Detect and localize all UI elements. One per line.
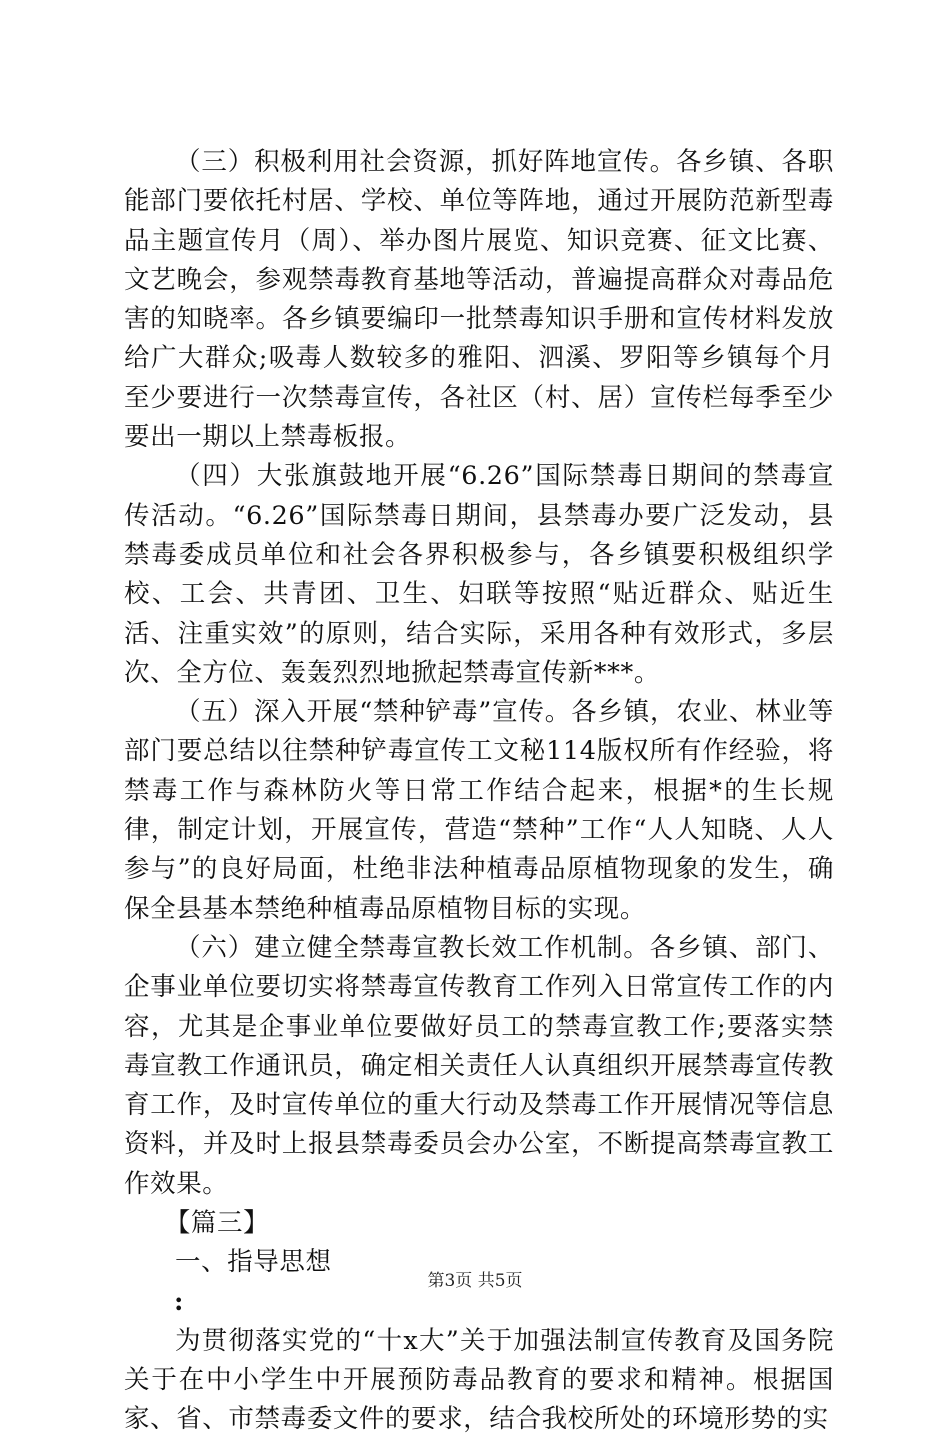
paragraph-4: （四）大张旗鼓地开展“6.26”国际禁毒日期间的禁毒宣传活动。“6.26”国际禁毒日期间，县禁毒办要广泛发动，县禁毒委成员单位和社会各界积极参与，各乡镇要积极组织学校、工会、共青团、卫生、妇联等按照“贴近群众、贴近生活、注重实效”的原则，结合实际，采用各种有效形式，多层次、全方位、轰轰烈烈地掀起禁毒宣传新***。	[124, 461, 834, 688]
document-body	[124, 143, 834, 1440]
page-footer: 第3页 共5页	[427, 1271, 523, 1291]
colon-mark: :	[174, 1286, 184, 1317]
final-paragraph: 为贯彻落实党的“十x大”关于加强法制宣传教育及国务院关于在中小学生中开展预防毒品教育的要求和精神。根据国家、省、市禁毒委文件的要求，结合我校所处的环境形势的实	[124, 1325, 834, 1435]
section-subheading: 一、指导思想	[175, 1247, 332, 1278]
section-marker: 【篇三】	[164, 1208, 270, 1239]
paragraph-3: （三）积极利用社会资源，抓好阵地宣传。各乡镇、各职能部门要依托村居、学校、单位等阵地，通过开展防范新型毒品主题宣传月（周）、举办图片展览、知识竞赛、征文比赛、文艺晚会，参观禁毒教育基地等活动，普遍提高群众对毒品危害的知晓率。各乡镇要编印一批禁毒知识手册和宣传材料发放给广大群众;吸毒人数较多的雅阳、泗溪、罗阳等乡镇每个月至少要进行一次禁毒宣传，各社区（村、居）宣传栏每季至少要出一期以上禁毒板报。	[124, 147, 834, 453]
paragraph-6: （六）建立健全禁毒宣教长效工作机制。各乡镇、部门、企事业单位要切实将禁毒宣传教育工作列入日常宣传工作的内容，尤其是企事业单位要做好员工的禁毒宣教工作;要落实禁毒宣教工作通讯员，确定相关责任人认真组织开展禁毒宣传教育工作，及时宣传单位的重大行动及禁毒工作开展情况等信息资料，并及时上报县禁毒委员会办公室，不断提高禁毒宣教工作效果。	[124, 932, 834, 1199]
paragraph-5: （五）深入开展“禁种铲毒”宣传。各乡镇，农业、林业等部门要总结以往禁种铲毒宣传工文秘114版权所有作经验，将禁毒工作与森林防火等日常工作结合起来，根据*的生长规律，制定计划，开展宣传，营造“禁种”工作“人人知晓、人人参与”的良好局面，杜绝非法种植毒品原植物现象的发生，确保全县基本禁绝种植毒品原植物目标的实现。	[124, 697, 834, 924]
